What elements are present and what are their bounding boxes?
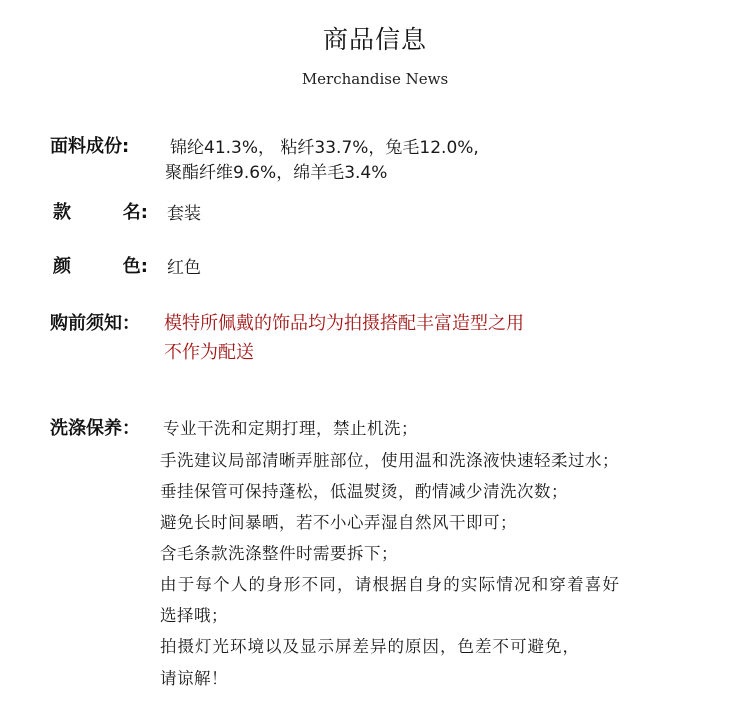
care-line-9: 请谅解！ [160,669,228,688]
style-label [53,198,148,224]
care-line-8: 拍摄灯光环境以及显示屏差异的原因，色差不可避免， [160,637,580,656]
notice-line-2: 不作为配送 [164,342,254,363]
fabric-line-2: 聚酯纤维9.6%，绵羊毛3.4% [165,163,388,183]
color-label-a: 颜 [53,256,71,277]
color-value: 红色 [167,258,201,278]
care-line-4: 避免长时间暴晒，若不小心弄湿自然风干即可； [160,513,517,532]
style-label-b: 名: [122,202,148,223]
notice-label: 购前须知： [50,313,140,334]
color-label-b: 色: [122,256,148,277]
care-line-2: 手洗建议局部清晰弄脏部位，使用温和洗涤液快速轻柔过水； [160,451,619,470]
page-title: 商品信息 [322,25,427,54]
care-line-5: 含毛条款洗涤整件时需要拆下； [160,544,398,563]
style-value: 套装 [167,204,201,224]
style-label-a: 款 [53,202,71,223]
care-line-1: 专业干洗和定期打理，禁止机洗； [163,419,418,438]
care-label: 洗涤保养： [50,418,140,439]
care-line-7: 选择哦； [160,606,228,625]
fabric-label: 面料成份: [50,136,130,157]
care-line-6: 由于每个人的身形不同，请根据自身的实际情况和穿着喜好 [160,575,621,594]
notice-line-1: 模特所佩戴的饰品均为拍摄搭配丰富造型之用 [164,313,524,334]
care-line-3: 垂挂保管可保持蓬松，低温熨烫，酌情减少清洗次数； [160,482,568,501]
color-label [53,252,148,278]
fabric-line-1: 锦纶41.3%， 粘纤33.7%，兔毛12.0%, [170,138,479,158]
page-subtitle: Merchandise News [301,70,449,88]
